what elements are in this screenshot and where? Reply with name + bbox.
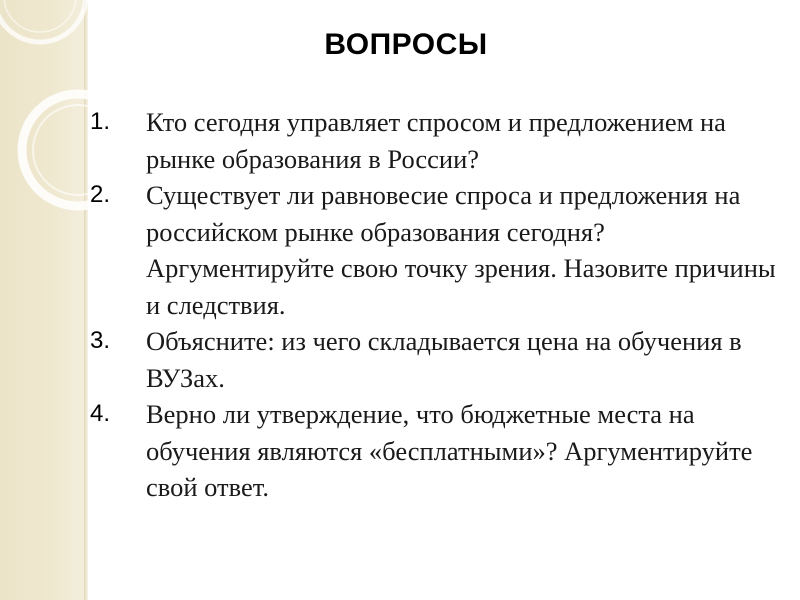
question-text: Кто сегодня управляет спросом и предложением на рынке образования в России? [146,107,726,174]
slide-title [0,28,800,62]
slide-title-text: ВОПРОСЫ [324,28,488,61]
question-number: 3. [90,327,111,354]
question-text: Существует ли равновесие спроса и предложения на российском рынке образования сегодня? Аргументируйте свою точку зрения. Назовите причины и следствия. [146,180,776,320]
question-item-1 [90,104,790,177]
question-number: 4. [90,400,111,427]
question-number: 1. [90,108,111,135]
question-text: Объясните: из чего складывается цена на обучения в ВУЗах. [146,326,742,393]
questions-list [90,104,790,506]
question-item-3 [90,323,790,396]
question-item-4 [90,396,790,506]
question-text: Верно ли утверждение, что бюджетные места на обучения являются «бесплатными»? Аргументируйте свой ответ. [146,399,753,502]
question-item-2 [90,177,790,323]
question-number: 2. [90,181,111,208]
